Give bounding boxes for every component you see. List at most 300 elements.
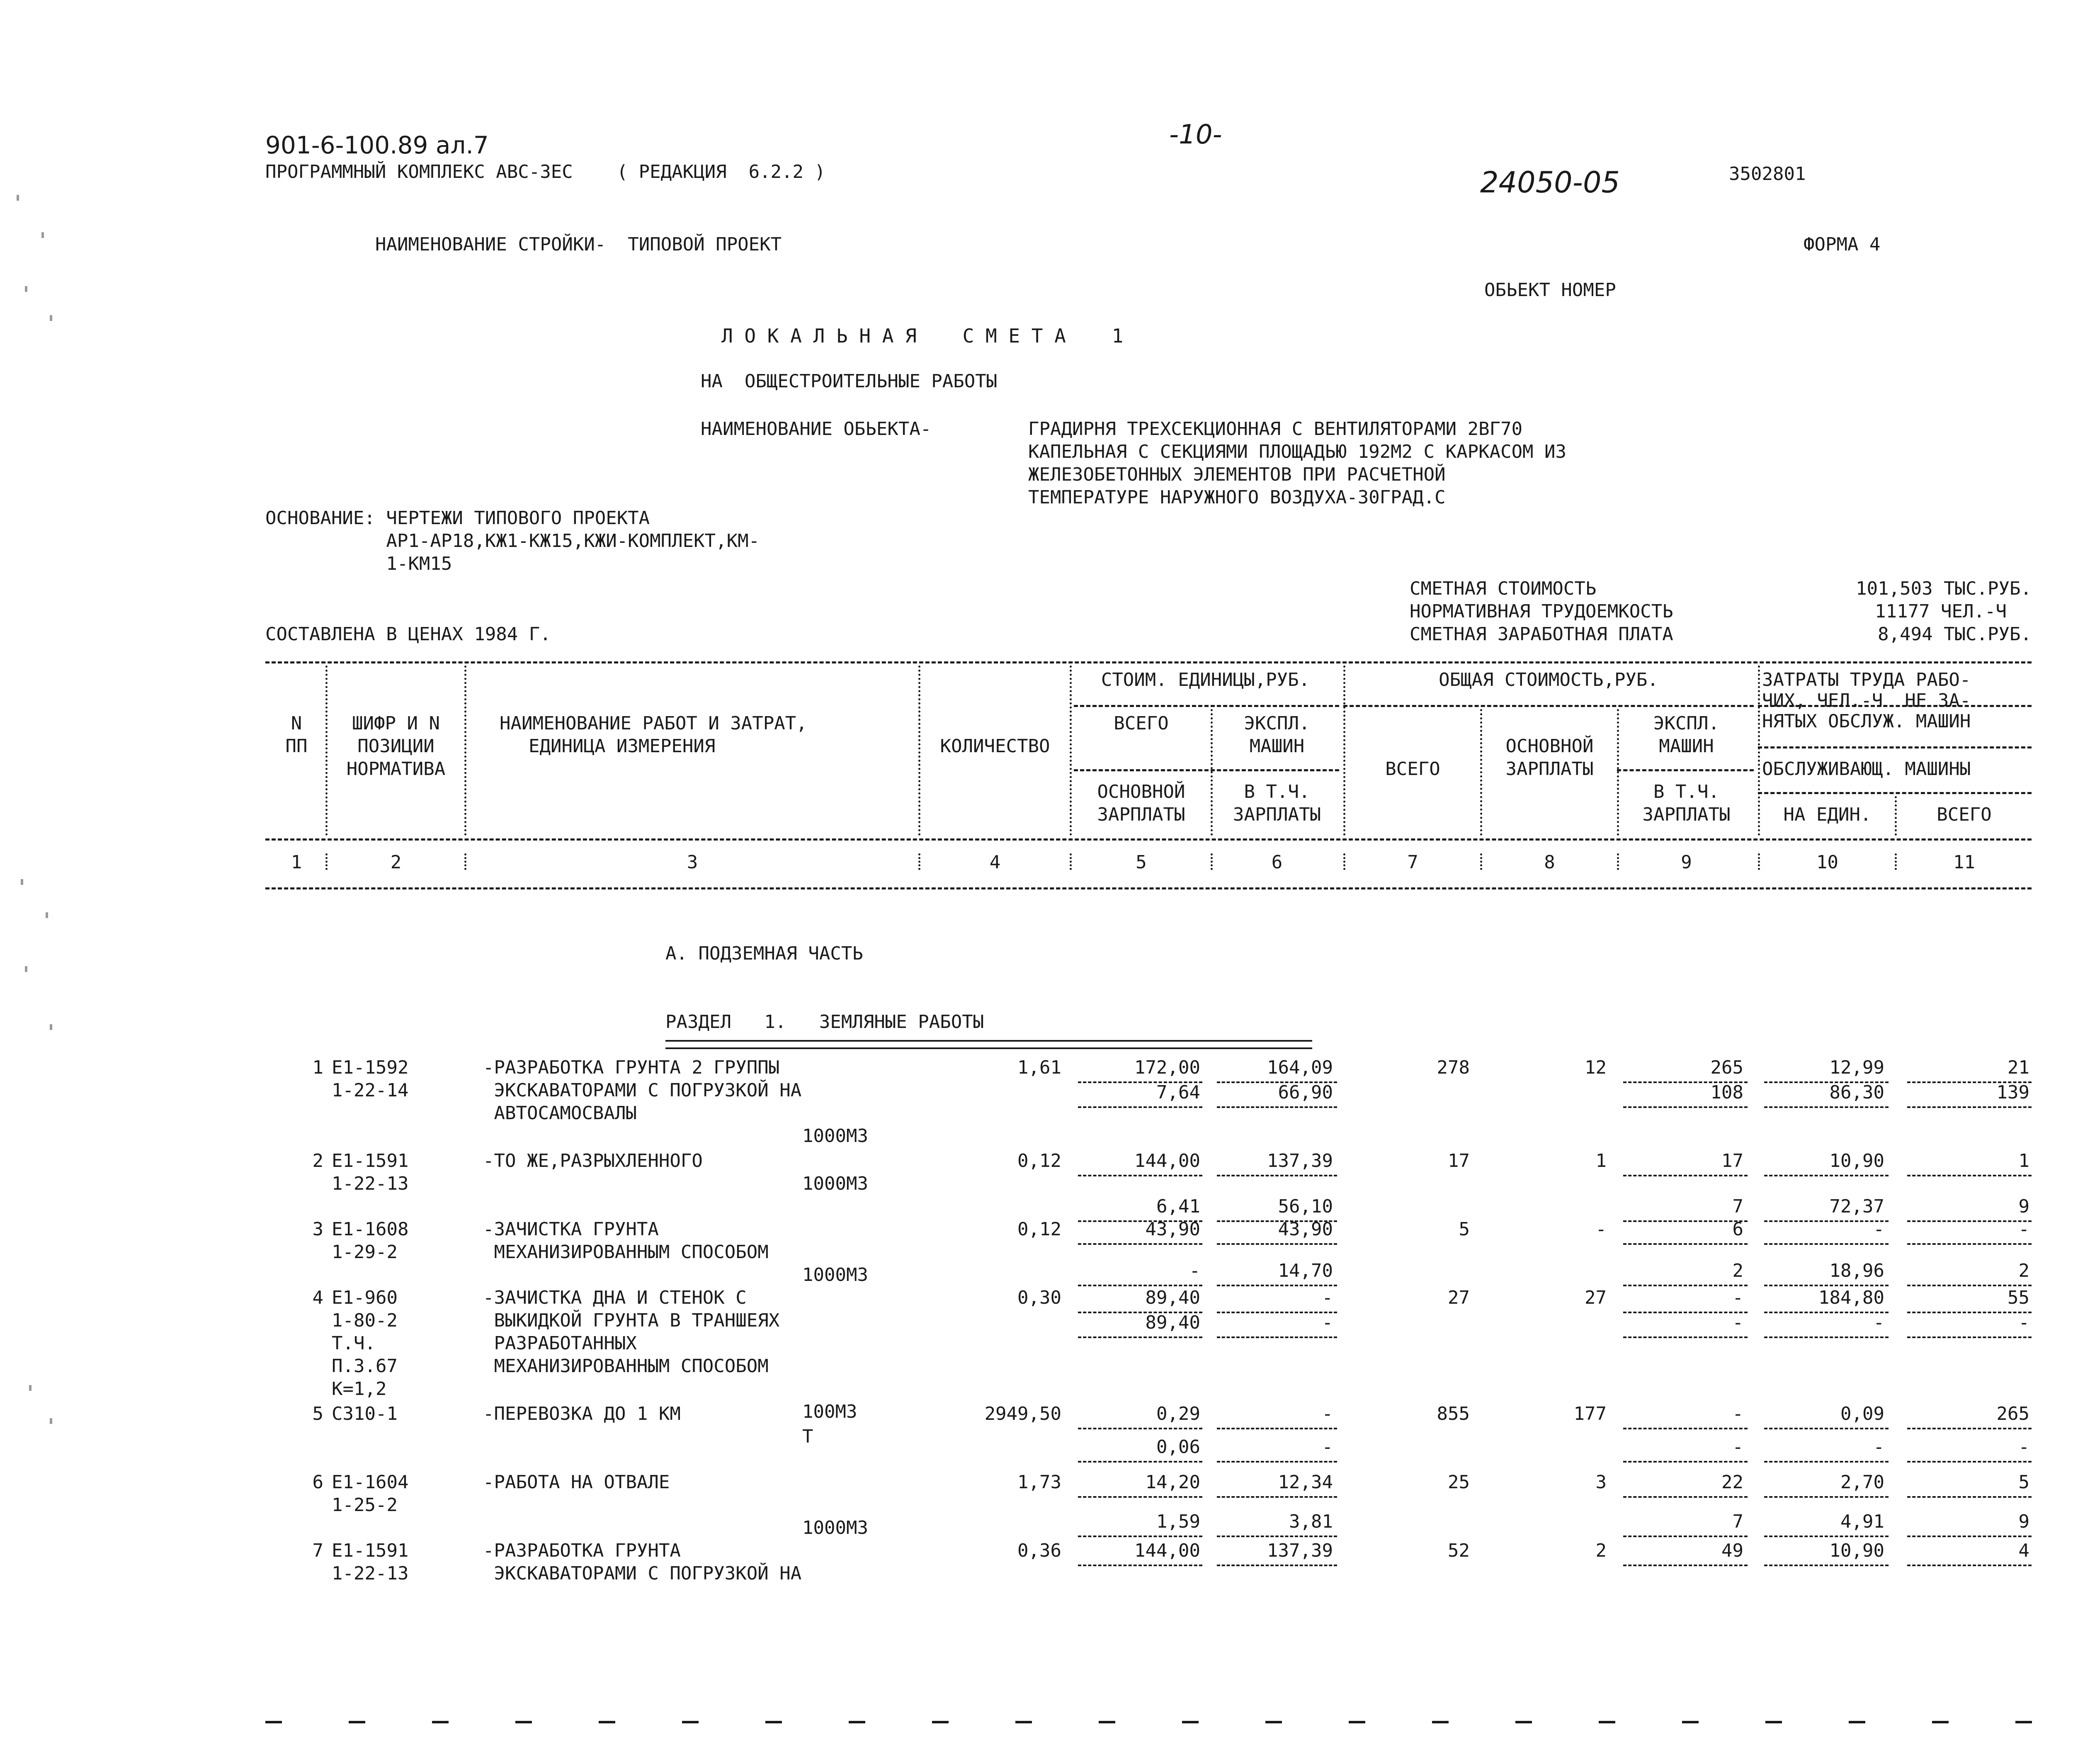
table-numbers-rule — [265, 887, 2032, 889]
scan-speck — [25, 966, 27, 972]
row-c5: 14,20 — [1145, 1472, 1200, 1493]
section-underline — [665, 1040, 1312, 1049]
scan-speck — [17, 195, 19, 201]
row-c5b: 89,40 — [1145, 1312, 1200, 1333]
summary-value: 101,503 ТЫС.РУБ. — [1856, 578, 2032, 599]
doc-code-number: 3502801 — [1729, 163, 1806, 185]
col-number: 10 — [1816, 852, 1838, 873]
row-c10: 2,70 — [1840, 1472, 1884, 1493]
row-c10: 10,90 — [1829, 1540, 1884, 1561]
row-number: 2 — [312, 1150, 323, 1171]
row-number: 4 — [312, 1287, 323, 1308]
basis-line: АР1-АР18,КЖ1-КЖ15,КЖИ-КОМПЛЕКТ,КМ- — [265, 530, 760, 552]
col-header-labor-total: ВСЕГО — [1937, 804, 1992, 825]
row-code: 1-25-2 — [332, 1494, 398, 1516]
col-header-tc-incl: ЗАРПЛАТЫ — [1642, 804, 1731, 825]
cell-separator-rule — [1078, 1565, 1202, 1566]
row-code: Е1-1592 — [332, 1057, 409, 1078]
row-c9b: 108 — [1710, 1082, 1743, 1103]
row-c8: 12 — [1585, 1057, 1607, 1078]
row-c7: 17 — [1448, 1150, 1470, 1171]
row-code: С310-1 — [332, 1403, 398, 1424]
row-c11: - — [2018, 1219, 2029, 1240]
estimate-title: Л О К А Л Ь Н А Я С М Е Т А 1 — [721, 325, 1124, 347]
row-number: 3 — [312, 1219, 323, 1240]
col-number: 9 — [1681, 852, 1692, 873]
cell-separator-rule — [1217, 1461, 1337, 1463]
row-c6b: 3,81 — [1289, 1511, 1333, 1532]
row-name: -РАЗРАБОТКА ГРУНТА — [483, 1540, 681, 1561]
cell-separator-rule — [1078, 1175, 1202, 1176]
bottom-dash-mark — [1682, 1721, 1699, 1723]
scan-speck — [41, 232, 44, 238]
col-header-tc-total: ВСЕГО — [1385, 758, 1440, 780]
row-c5: 172,00 — [1134, 1057, 1200, 1078]
row-c9b: 7 — [1732, 1511, 1743, 1532]
row-c11b: - — [2018, 1436, 2029, 1458]
column-separator — [1070, 853, 1072, 870]
estimate-subtitle: НА ОБЩЕСТРОИТЕЛЬНЫЕ РАБОТЫ — [701, 371, 998, 392]
row-c6: - — [1322, 1287, 1333, 1308]
object-line: ЖЕЛЕЗОБЕТОННЫХ ЭЛЕМЕНТОВ ПРИ РАСЧЕТНОЙ — [1028, 464, 1446, 485]
row-name: -ТО ЖЕ,РАЗРЫХЛЕННОГО — [483, 1150, 703, 1171]
handwritten-number: 24050-05 — [1480, 165, 1620, 199]
bottom-dash-mark — [1349, 1721, 1365, 1723]
col-header-n: N — [291, 713, 302, 734]
col-header-uc-mach: МАШИН — [1249, 736, 1305, 757]
row-unit: Т — [802, 1426, 813, 1447]
bottom-dash-mark — [349, 1721, 365, 1723]
col-number: 1 — [291, 852, 302, 873]
bottom-dash-mark — [1182, 1721, 1199, 1723]
cell-separator-rule — [1623, 1175, 1748, 1176]
col-header-tc-mach: МАШИН — [1659, 736, 1714, 757]
row-c8: 1 — [1595, 1150, 1607, 1171]
cell-separator-rule — [1623, 1565, 1748, 1566]
row-c5: 89,40 — [1145, 1287, 1200, 1308]
header-inner-rule — [1758, 792, 2032, 794]
col-header-labor: ЗАТРАТЫ ТРУДА РАБО- — [1762, 669, 1971, 690]
program-line: ПРОГРАММНЫЙ КОМПЛЕКС АВС-3ЕС ( РЕДАКЦИЯ 6.2.2 ) — [265, 161, 826, 182]
bottom-dash-mark — [432, 1721, 449, 1723]
cell-separator-rule — [1217, 1565, 1337, 1566]
cell-separator-rule — [1907, 1536, 2032, 1537]
row-c6b: - — [1322, 1312, 1333, 1333]
row-unit: 1000М3 — [802, 1517, 868, 1538]
cell-separator-rule — [1217, 1536, 1337, 1537]
row-c10b: 18,96 — [1829, 1260, 1884, 1281]
bottom-dash-mark — [1765, 1721, 1782, 1723]
row-c11b: 139 — [1996, 1082, 2029, 1103]
form-number: ФОРМА 4 — [1804, 234, 1881, 255]
row-c11b: 9 — [2018, 1511, 2029, 1532]
row-code: Е1-1591 — [332, 1540, 409, 1561]
row-code: Е1-1591 — [332, 1150, 409, 1171]
cell-separator-rule — [1217, 1175, 1337, 1176]
col-header-tc-incl: В Т.Ч. — [1653, 781, 1719, 802]
row-c5b: - — [1189, 1260, 1200, 1281]
row-c9: 22 — [1721, 1472, 1743, 1493]
row-c9: - — [1732, 1403, 1743, 1424]
scan-speck — [50, 315, 52, 321]
header-inner-rule — [1758, 746, 2032, 748]
bottom-dash-mark — [765, 1721, 782, 1723]
col-header-unit-cost: СТОИМ. ЕДИНИЦЫ,РУБ. — [1101, 669, 1310, 690]
row-c11: 21 — [2007, 1057, 2029, 1078]
bottom-dash-mark — [1932, 1721, 1949, 1723]
summary-label: СМЕТНАЯ СТОИМОСТЬ — [1410, 578, 1597, 599]
col-header-name: НАИМЕНОВАНИЕ РАБОТ И ЗАТРАТ, — [500, 713, 807, 734]
row-c5: 0,29 — [1156, 1403, 1200, 1424]
row-c7: 855 — [1437, 1403, 1470, 1424]
col-header-tc-base: ЗАРПЛАТЫ — [1505, 758, 1594, 780]
row-c7: 5 — [1459, 1219, 1470, 1240]
cell-separator-rule — [1764, 1243, 1889, 1245]
row-c5: 144,00 — [1134, 1540, 1200, 1561]
col-header-n: ПП — [285, 736, 308, 757]
row-unit: 1000М3 — [802, 1173, 868, 1194]
cell-separator-rule — [1764, 1461, 1889, 1463]
object-line: ТЕМПЕРАТУРЕ НАРУЖНОГО ВОЗДУХА-30ГРАД.С — [1028, 487, 1446, 508]
row-c5: 43,90 — [1145, 1219, 1200, 1240]
doc-code: 901-6-100.89 ал.7 — [265, 131, 489, 159]
construction-name: НАИМЕНОВАНИЕ СТРОЙКИ- ТИПОВОЙ ПРОЕКТ — [375, 234, 782, 255]
row-c11: 55 — [2007, 1287, 2029, 1308]
column-separator — [1758, 853, 1760, 870]
row-c6: 164,09 — [1267, 1057, 1333, 1078]
row-c8: 2 — [1595, 1540, 1607, 1561]
column-separator — [325, 853, 328, 870]
row-name: АВТОСАМОСВАЛЫ — [483, 1103, 637, 1124]
row-c7: 27 — [1448, 1287, 1470, 1308]
cell-separator-rule — [1078, 1536, 1202, 1537]
col-number: 8 — [1544, 852, 1555, 873]
row-c6: 43,90 — [1278, 1219, 1333, 1240]
object-number: ОБЬЕКТ НОМЕР — [1484, 279, 1616, 301]
row-c6: 12,34 — [1278, 1472, 1333, 1493]
cell-separator-rule — [1907, 1243, 2032, 1245]
row-c10b: - — [1873, 1312, 1884, 1333]
row-qty: 1,61 — [1017, 1057, 1061, 1078]
summary-value: 8,494 ТЫС.РУБ. — [1878, 624, 2032, 645]
col-number: 7 — [1407, 852, 1418, 873]
cell-separator-rule — [1217, 1496, 1337, 1498]
row-code: Е1-1604 — [332, 1472, 409, 1493]
cell-separator-rule — [1764, 1496, 1889, 1498]
bottom-dash-mark — [932, 1721, 949, 1723]
cell-separator-rule — [1764, 1336, 1889, 1338]
col-header-qty: КОЛИЧЕСТВО — [940, 736, 1050, 757]
row-code: 1-22-14 — [332, 1080, 409, 1101]
row-c6b: 56,10 — [1278, 1196, 1333, 1217]
prices-year: СОСТАВЛЕНА В ЦЕНАХ 1984 Г. — [265, 624, 551, 645]
row-c11b: 2 — [2018, 1260, 2029, 1281]
col-header-tc-base: ОСНОВНОЙ — [1505, 736, 1594, 757]
row-c11b: - — [2018, 1312, 2029, 1333]
row-code: К=1,2 — [332, 1378, 387, 1400]
summary-label: СМЕТНАЯ ЗАРАБОТНАЯ ПЛАТА — [1410, 624, 1673, 645]
object-line: ГРАДИРНЯ ТРЕХСЕКЦИОННАЯ С ВЕНТИЛЯТОРАМИ 2ВГ70 — [1028, 418, 1523, 440]
column-separator — [464, 666, 466, 836]
scan-speck — [50, 1418, 52, 1424]
bottom-dash-mark — [1432, 1721, 1449, 1723]
column-separator — [1343, 666, 1345, 836]
summary-label: НОРМАТИВНАЯ ТРУДОЕМКОСТЬ — [1410, 601, 1673, 622]
cell-separator-rule — [1623, 1285, 1748, 1286]
cell-separator-rule — [1623, 1496, 1748, 1498]
table-top-rule — [265, 661, 2032, 663]
col-number: 11 — [1953, 852, 1975, 873]
col-number: 6 — [1271, 852, 1283, 873]
cell-separator-rule — [1623, 1243, 1748, 1245]
column-separator — [464, 853, 466, 870]
cell-separator-rule — [1217, 1336, 1337, 1338]
scan-speck — [25, 286, 27, 292]
table-header-rule — [265, 838, 2032, 841]
cell-separator-rule — [1907, 1428, 2032, 1429]
row-c5b: 6,41 — [1156, 1196, 1200, 1217]
row-c6b: 14,70 — [1278, 1260, 1333, 1281]
cell-separator-rule — [1078, 1428, 1202, 1429]
row-c5b: 7,64 — [1156, 1082, 1200, 1103]
cell-separator-rule — [1217, 1285, 1337, 1286]
col-header-labor: ЧИХ, ЧЕЛ.-Ч НЕ ЗА- — [1762, 690, 1971, 711]
cell-separator-rule — [1764, 1565, 1889, 1566]
row-c9: 17 — [1721, 1150, 1743, 1171]
row-c10: 10,90 — [1829, 1150, 1884, 1171]
cell-separator-rule — [1078, 1243, 1202, 1245]
row-c7: 278 — [1437, 1057, 1470, 1078]
row-c6b: 66,90 — [1278, 1082, 1333, 1103]
scan-speck — [46, 912, 48, 918]
bottom-dash-mark — [1849, 1721, 1865, 1723]
summary-value: 11177 ЧЕЛ.-Ч — [1875, 601, 2007, 622]
cell-separator-rule — [1764, 1536, 1889, 1537]
row-c9b: 2 — [1732, 1260, 1743, 1281]
row-name: ЭКСКАВАТОРАМИ С ПОГРУЗКОЙ НА — [483, 1563, 802, 1584]
col-header-name: ЕДИНИЦА ИЗМЕРЕНИЯ — [529, 736, 716, 757]
cell-separator-rule — [1623, 1336, 1748, 1338]
col-header-total-cost: ОБЩАЯ СТОИМОСТЬ,РУБ. — [1439, 669, 1658, 690]
column-separator — [1211, 853, 1213, 870]
col-header-uc-base: ЗАРПЛАТЫ — [1097, 804, 1185, 825]
bottom-dash-mark — [1015, 1721, 1032, 1723]
row-name: -РАБОТА НА ОТВАЛЕ — [483, 1472, 670, 1493]
col-header-labor: НЯТЫХ ОБСЛУЖ. МАШИН — [1762, 711, 1971, 732]
row-name: -ЗАЧИСТКА ГРУНТА — [483, 1219, 659, 1240]
cell-separator-rule — [1764, 1428, 1889, 1429]
row-qty: 0,12 — [1017, 1150, 1061, 1171]
row-c11: 1 — [2018, 1150, 2029, 1171]
row-qty: 1,73 — [1017, 1472, 1061, 1493]
col-header-uc-incl: В Т.Ч. — [1244, 781, 1310, 802]
row-c8: 3 — [1595, 1472, 1607, 1493]
row-c10b: 4,91 — [1840, 1511, 1884, 1532]
basis-line: 1-КМ15 — [265, 553, 452, 574]
row-c11b: 9 — [2018, 1196, 2029, 1217]
row-unit: 1000М3 — [802, 1125, 868, 1147]
row-c10b: - — [1873, 1436, 1884, 1458]
row-c5: 144,00 — [1134, 1150, 1200, 1171]
row-c8: 27 — [1585, 1287, 1607, 1308]
row-name: МЕХАНИЗИРОВАННЫМ СПОСОБОМ — [483, 1242, 769, 1263]
col-header-code: ШИФР И N — [352, 713, 440, 734]
row-c10b: 86,30 — [1829, 1082, 1884, 1103]
cell-separator-rule — [1907, 1336, 2032, 1338]
cell-separator-rule — [1907, 1461, 2032, 1463]
cell-separator-rule — [1623, 1461, 1748, 1463]
cell-separator-rule — [1078, 1106, 1202, 1108]
cell-separator-rule — [1623, 1536, 1748, 1537]
row-c8: 177 — [1573, 1403, 1607, 1424]
cell-separator-rule — [1078, 1496, 1202, 1498]
col-header-uc-mach: ЭКСПЛ. — [1244, 713, 1310, 734]
row-unit: 100М3 — [802, 1401, 857, 1422]
cell-separator-rule — [1623, 1428, 1748, 1429]
row-name: ВЫКИДКОЙ ГРУНТА В ТРАНШЕЯХ — [483, 1310, 780, 1331]
bottom-dash-mark — [2015, 1721, 2032, 1723]
bottom-dash-mark — [1265, 1721, 1282, 1723]
row-c10: 12,99 — [1829, 1057, 1884, 1078]
row-c9b: - — [1732, 1436, 1743, 1458]
scan-speck — [21, 879, 23, 885]
basis-line: ОСНОВАНИЕ: ЧЕРТЕЖИ ТИПОВОГО ПРОЕКТА — [265, 508, 650, 529]
bottom-dash-mark — [599, 1721, 615, 1723]
row-name: МЕХАНИЗИРОВАННЫМ СПОСОБОМ — [483, 1356, 769, 1377]
row-c5b: 1,59 — [1156, 1511, 1200, 1532]
row-code: 1-29-2 — [332, 1242, 398, 1263]
row-code: 1-22-13 — [332, 1173, 409, 1194]
bottom-dash-mark — [849, 1721, 865, 1723]
col-number: 3 — [687, 852, 698, 873]
col-header-labor-unit: НА ЕДИН. — [1783, 804, 1872, 825]
row-name: -РАЗРАБОТКА ГРУНТА 2 ГРУППЫ — [483, 1057, 780, 1078]
row-number: 5 — [312, 1403, 323, 1424]
cell-separator-rule — [1907, 1175, 2032, 1176]
object-line: КАПЕЛЬНАЯ С СЕКЦИЯМИ ПЛОЩАДЬЮ 192М2 С КАРКАСОМ ИЗ — [1028, 441, 1567, 462]
row-c9: 265 — [1710, 1057, 1743, 1078]
row-qty: 2949,50 — [984, 1403, 1061, 1424]
cell-separator-rule — [1764, 1106, 1889, 1108]
column-separator — [1617, 853, 1619, 870]
column-separator — [1480, 853, 1482, 870]
object-label: НАИМЕНОВАНИЕ ОБЬЕКТА- — [701, 418, 932, 440]
cell-separator-rule — [1907, 1285, 2032, 1286]
header-inner-rule — [1343, 705, 1754, 707]
cell-separator-rule — [1907, 1565, 2032, 1566]
row-qty: 0,12 — [1017, 1219, 1061, 1240]
scan-speck — [29, 1385, 32, 1391]
col-header-uc-base: ОСНОВНОЙ — [1097, 781, 1185, 802]
header-inner-rule — [1074, 705, 1339, 707]
row-c9: - — [1732, 1287, 1743, 1308]
row-c9b: - — [1732, 1312, 1743, 1333]
row-number: 1 — [312, 1057, 323, 1078]
row-c7: 25 — [1448, 1472, 1470, 1493]
col-header-code: НОРМАТИВА — [346, 758, 446, 780]
part-heading: А. ПОДЗЕМНАЯ ЧАСТЬ — [665, 943, 863, 964]
bottom-dash-mark — [515, 1721, 532, 1723]
row-c10: 0,09 — [1840, 1403, 1884, 1424]
col-header-uc-total: ВСЕГО — [1114, 713, 1169, 734]
cell-separator-rule — [1623, 1106, 1748, 1108]
row-c6: 137,39 — [1267, 1150, 1333, 1171]
row-c11: 5 — [2018, 1472, 2029, 1493]
row-c10b: 72,37 — [1829, 1196, 1884, 1217]
cell-separator-rule — [1907, 1106, 2032, 1108]
cell-separator-rule — [1078, 1336, 1202, 1338]
row-c5b: 0,06 — [1156, 1436, 1200, 1458]
row-code: Е1-960 — [332, 1287, 398, 1308]
row-c11: 265 — [1996, 1403, 2029, 1424]
col-header-tc-mach: ЭКСПЛ. — [1653, 713, 1719, 734]
bottom-dash-mark — [1515, 1721, 1532, 1723]
row-code: П.3.67 — [332, 1356, 398, 1377]
column-separator — [1343, 853, 1345, 870]
cell-separator-rule — [1217, 1428, 1337, 1429]
column-separator — [918, 853, 920, 870]
row-qty: 0,36 — [1017, 1540, 1061, 1561]
row-c6b: - — [1322, 1436, 1333, 1458]
row-code: Е1-1608 — [332, 1219, 409, 1240]
bottom-dash-mark — [265, 1721, 282, 1723]
page-number: -10- — [1169, 119, 1222, 150]
cell-separator-rule — [1764, 1285, 1889, 1286]
row-number: 6 — [312, 1472, 323, 1493]
row-code: 1-22-13 — [332, 1563, 409, 1584]
row-c7: 52 — [1448, 1540, 1470, 1561]
row-name: -ЗАЧИСТКА ДНА И СТЕНОК С — [483, 1287, 747, 1308]
row-c6: - — [1322, 1403, 1333, 1424]
row-name: -ПЕРЕВОЗКА ДО 1 КМ — [483, 1403, 681, 1424]
header-inner-rule — [1074, 769, 1339, 771]
cell-separator-rule — [1217, 1243, 1337, 1245]
row-c9: 6 — [1732, 1219, 1743, 1240]
cell-separator-rule — [1078, 1285, 1202, 1286]
column-separator — [1895, 853, 1897, 870]
col-number: 5 — [1136, 852, 1147, 873]
row-name: ЭКСКАВАТОРАМИ С ПОГРУЗКОЙ НА — [483, 1080, 802, 1101]
row-qty: 0,30 — [1017, 1287, 1061, 1308]
col-header-uc-incl: ЗАРПЛАТЫ — [1233, 804, 1321, 825]
row-c6: 137,39 — [1267, 1540, 1333, 1561]
section-heading: РАЗДЕЛ 1. ЗЕМЛЯНЫЕ РАБОТЫ — [665, 1011, 984, 1033]
row-code: Т.Ч. — [332, 1333, 376, 1354]
bottom-dash-mark — [1099, 1721, 1115, 1723]
cell-separator-rule — [1764, 1175, 1889, 1176]
row-unit: 1000М3 — [802, 1264, 868, 1285]
row-c8: - — [1595, 1219, 1607, 1240]
row-c11: 4 — [2018, 1540, 2029, 1561]
cell-separator-rule — [1217, 1106, 1337, 1108]
row-number: 7 — [312, 1540, 323, 1561]
row-c9: 49 — [1721, 1540, 1743, 1561]
header-inner-rule — [1617, 769, 1754, 771]
row-name: РАЗРАБОТАННЫХ — [483, 1333, 637, 1354]
col-header-labor-serv: ОБСЛУЖИВАЮЩ. МАШИНЫ — [1762, 758, 1971, 780]
bottom-dash-mark — [682, 1721, 699, 1723]
col-number: 2 — [390, 852, 402, 873]
scan-speck — [50, 1024, 52, 1030]
col-header-code: ПОЗИЦИИ — [357, 736, 435, 757]
cell-separator-rule — [1078, 1461, 1202, 1463]
row-code: 1-80-2 — [332, 1310, 398, 1331]
cell-separator-rule — [1907, 1496, 2032, 1498]
row-c10: 184,80 — [1818, 1287, 1884, 1308]
col-number: 4 — [989, 852, 1001, 873]
bottom-dash-mark — [1599, 1721, 1615, 1723]
row-c9b: 7 — [1732, 1196, 1743, 1217]
